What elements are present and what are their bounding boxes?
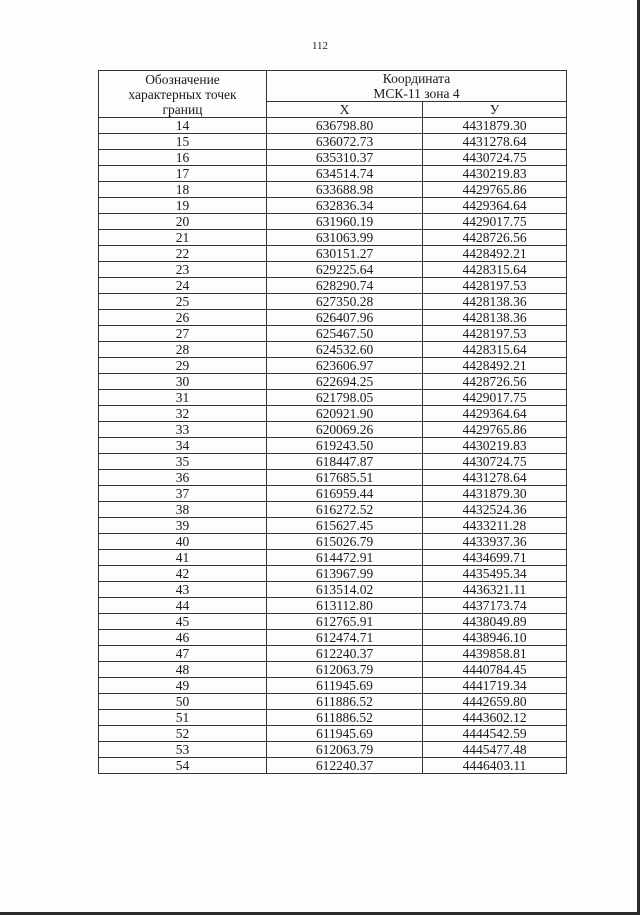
table-row <box>99 182 567 198</box>
table-row <box>99 646 567 662</box>
point-number-cell: 30 <box>99 374 267 390</box>
y-coordinate-cell: 4428492.21 <box>423 246 567 262</box>
y-coordinate-cell: 4430724.75 <box>423 150 567 166</box>
table-row <box>99 262 567 278</box>
point-number-cell: 48 <box>99 662 267 678</box>
y-coordinate-cell: 4428315.64 <box>423 262 567 278</box>
y-coordinate-cell: 4430724.75 <box>423 454 567 470</box>
point-number-cell: 21 <box>99 230 267 246</box>
x-coordinate-cell: 611945.69 <box>267 726 423 742</box>
table-row <box>99 374 567 390</box>
x-coordinate-cell: 612765.91 <box>267 614 423 630</box>
x-coordinate-cell: 612063.79 <box>267 742 423 758</box>
y-coordinate-cell: 4428726.56 <box>423 374 567 390</box>
y-coordinate-cell: 4444542.59 <box>423 726 567 742</box>
table-row <box>99 630 567 646</box>
table-row <box>99 166 567 182</box>
point-number-cell: 47 <box>99 646 267 662</box>
y-coordinate-cell: 4441719.34 <box>423 678 567 694</box>
x-coordinate-cell: 618447.87 <box>267 454 423 470</box>
point-number-cell: 40 <box>99 534 267 550</box>
x-coordinate-cell: 631960.19 <box>267 214 423 230</box>
y-coordinate-cell: 4442659.80 <box>423 694 567 710</box>
table-row <box>99 214 567 230</box>
x-coordinate-cell: 628290.74 <box>267 278 423 294</box>
point-number-cell: 41 <box>99 550 267 566</box>
point-label-line2: характерных точек <box>128 86 237 102</box>
x-coordinate-cell: 612240.37 <box>267 758 423 774</box>
table-row <box>99 342 567 358</box>
x-coordinate-cell: 622694.25 <box>267 374 423 390</box>
point-number-cell: 15 <box>99 134 267 150</box>
table-row <box>99 118 567 134</box>
y-coordinate-cell: 4428138.36 <box>423 310 567 326</box>
table-row <box>99 326 567 342</box>
x-coordinate-cell: 615627.45 <box>267 518 423 534</box>
point-number-cell: 42 <box>99 566 267 582</box>
x-coordinate-cell: 629225.64 <box>267 262 423 278</box>
table-row <box>99 246 567 262</box>
x-coordinate-cell: 636798.80 <box>267 118 423 134</box>
x-coordinate-cell: 612474.71 <box>267 630 423 646</box>
point-number-cell: 14 <box>99 118 267 134</box>
coordinate-title-line1: Координата <box>382 71 451 86</box>
y-coordinate-cell: 4433211.28 <box>423 518 567 534</box>
y-coordinate-cell: 4433937.36 <box>423 534 567 550</box>
table-row <box>99 454 567 470</box>
coordinate-header <box>267 71 567 102</box>
table-row <box>99 422 567 438</box>
table-row <box>99 390 567 406</box>
point-number-cell: 24 <box>99 278 267 294</box>
y-coordinate-cell: 4445477.48 <box>423 742 567 758</box>
table-row <box>99 294 567 310</box>
y-coordinate-cell: 4431278.64 <box>423 134 567 150</box>
point-number-cell: 29 <box>99 358 267 374</box>
x-coordinate-cell: 620069.26 <box>267 422 423 438</box>
x-coordinate-cell: 612240.37 <box>267 646 423 662</box>
point-number-cell: 44 <box>99 598 267 614</box>
table-row <box>99 566 567 582</box>
x-coordinate-cell: 627350.28 <box>267 294 423 310</box>
y-coordinate-cell: 4432524.36 <box>423 502 567 518</box>
y-coordinate-cell: 4438946.10 <box>423 630 567 646</box>
y-coordinate-cell: 4430219.83 <box>423 438 567 454</box>
y-coordinate-cell: 4431278.64 <box>423 470 567 486</box>
x-coordinate-cell: 635310.37 <box>267 150 423 166</box>
y-coordinate-cell: 4428492.21 <box>423 358 567 374</box>
y-coordinate-cell: 4443602.12 <box>423 710 567 726</box>
y-coordinate-cell: 4431879.30 <box>423 118 567 134</box>
table-row <box>99 758 567 774</box>
table-row <box>99 486 567 502</box>
y-coordinate-cell: 4428315.64 <box>423 342 567 358</box>
point-number-cell: 22 <box>99 246 267 262</box>
x-coordinate-cell: 626407.96 <box>267 310 423 326</box>
x-coordinate-cell: 613967.99 <box>267 566 423 582</box>
x-coordinate-cell: 633688.98 <box>267 182 423 198</box>
point-number-cell: 26 <box>99 310 267 326</box>
x-coordinate-cell: 630151.27 <box>267 246 423 262</box>
table-row <box>99 198 567 214</box>
table-row <box>99 134 567 150</box>
point-label-header <box>99 71 267 118</box>
y-coordinate-cell: 4436321.11 <box>423 582 567 598</box>
table-row <box>99 310 567 326</box>
point-number-cell: 19 <box>99 198 267 214</box>
table-row <box>99 438 567 454</box>
point-number-cell: 51 <box>99 710 267 726</box>
y-coordinate-cell: 4431879.30 <box>423 486 567 502</box>
point-number-cell: 35 <box>99 454 267 470</box>
x-coordinate-cell: 621798.05 <box>267 390 423 406</box>
point-number-cell: 50 <box>99 694 267 710</box>
y-coordinate-cell: 4429017.75 <box>423 390 567 406</box>
point-number-cell: 53 <box>99 742 267 758</box>
point-number-cell: 18 <box>99 182 267 198</box>
point-number-cell: 28 <box>99 342 267 358</box>
y-coordinate-cell: 4429765.86 <box>423 182 567 198</box>
table-body <box>99 118 567 774</box>
x-coordinate-cell: 613112.80 <box>267 598 423 614</box>
x-coordinate-cell: 616272.52 <box>267 502 423 518</box>
point-number-cell: 36 <box>99 470 267 486</box>
table-row <box>99 550 567 566</box>
y-coordinate-cell: 4430219.83 <box>423 166 567 182</box>
table-row <box>99 614 567 630</box>
y-coordinate-cell: 4429364.64 <box>423 406 567 422</box>
x-coordinate-cell: 620921.90 <box>267 406 423 422</box>
y-column-header: У <box>423 102 567 118</box>
point-number-cell: 34 <box>99 438 267 454</box>
x-column-header: X <box>267 102 423 118</box>
point-number-cell: 37 <box>99 486 267 502</box>
y-coordinate-cell: 4428138.36 <box>423 294 567 310</box>
table-row <box>99 502 567 518</box>
point-number-cell: 27 <box>99 326 267 342</box>
point-number-cell: 23 <box>99 262 267 278</box>
point-number-cell: 54 <box>99 758 267 774</box>
y-coordinate-cell: 4439858.81 <box>423 646 567 662</box>
table-header <box>99 71 567 118</box>
coordinate-title-line2: МСК-11 зона 4 <box>373 86 460 101</box>
point-number-cell: 20 <box>99 214 267 230</box>
y-coordinate-cell: 4446403.11 <box>423 758 567 774</box>
point-number-cell: 25 <box>99 294 267 310</box>
point-number-cell: 46 <box>99 630 267 646</box>
table-row <box>99 518 567 534</box>
point-number-cell: 43 <box>99 582 267 598</box>
y-coordinate-cell: 4434699.71 <box>423 550 567 566</box>
page-number: 112 <box>311 40 329 52</box>
table-row <box>99 694 567 710</box>
point-number-cell: 45 <box>99 614 267 630</box>
y-coordinate-cell: 4428726.56 <box>423 230 567 246</box>
y-coordinate-cell: 4429017.75 <box>423 214 567 230</box>
point-number-cell: 39 <box>99 518 267 534</box>
point-number-cell: 31 <box>99 390 267 406</box>
point-label-line3: границ <box>162 101 203 117</box>
y-coordinate-cell: 4429364.64 <box>423 198 567 214</box>
x-coordinate-cell: 615026.79 <box>267 534 423 550</box>
y-coordinate-cell: 4438049.89 <box>423 614 567 630</box>
table-row <box>99 150 567 166</box>
y-coordinate-cell: 4428197.53 <box>423 326 567 342</box>
point-number-cell: 52 <box>99 726 267 742</box>
table-row <box>99 534 567 550</box>
x-coordinate-cell: 611945.69 <box>267 678 423 694</box>
point-number-cell: 38 <box>99 502 267 518</box>
x-coordinate-cell: 623606.97 <box>267 358 423 374</box>
x-coordinate-cell: 613514.02 <box>267 582 423 598</box>
x-coordinate-cell: 619243.50 <box>267 438 423 454</box>
x-coordinate-cell: 634514.74 <box>267 166 423 182</box>
y-coordinate-cell: 4440784.45 <box>423 662 567 678</box>
x-coordinate-cell: 612063.79 <box>267 662 423 678</box>
table-row <box>99 358 567 374</box>
point-number-cell: 49 <box>99 678 267 694</box>
point-number-cell: 17 <box>99 166 267 182</box>
x-coordinate-cell: 611886.52 <box>267 694 423 710</box>
point-number-cell: 33 <box>99 422 267 438</box>
y-coordinate-cell: 4428197.53 <box>423 278 567 294</box>
table-row <box>99 726 567 742</box>
x-coordinate-cell: 614472.91 <box>267 550 423 566</box>
table-row <box>99 598 567 614</box>
table-row <box>99 582 567 598</box>
table-row <box>99 278 567 294</box>
y-coordinate-cell: 4437173.74 <box>423 598 567 614</box>
table-row <box>99 710 567 726</box>
point-number-cell: 16 <box>99 150 267 166</box>
point-number-cell: 32 <box>99 406 267 422</box>
x-coordinate-cell: 624532.60 <box>267 342 423 358</box>
table-row <box>99 406 567 422</box>
x-coordinate-cell: 611886.52 <box>267 710 423 726</box>
table-row <box>99 662 567 678</box>
y-coordinate-cell: 4429765.86 <box>423 422 567 438</box>
x-coordinate-cell: 617685.51 <box>267 470 423 486</box>
coordinates-table <box>98 70 567 774</box>
table-row <box>99 230 567 246</box>
table-row <box>99 678 567 694</box>
x-coordinate-cell: 632836.34 <box>267 198 423 214</box>
table-row <box>99 742 567 758</box>
x-coordinate-cell: 636072.73 <box>267 134 423 150</box>
table-row <box>99 470 567 486</box>
x-coordinate-cell: 616959.44 <box>267 486 423 502</box>
y-coordinate-cell: 4435495.34 <box>423 566 567 582</box>
point-label-line1: Обозначение <box>145 71 220 87</box>
x-coordinate-cell: 625467.50 <box>267 326 423 342</box>
x-coordinate-cell: 631063.99 <box>267 230 423 246</box>
